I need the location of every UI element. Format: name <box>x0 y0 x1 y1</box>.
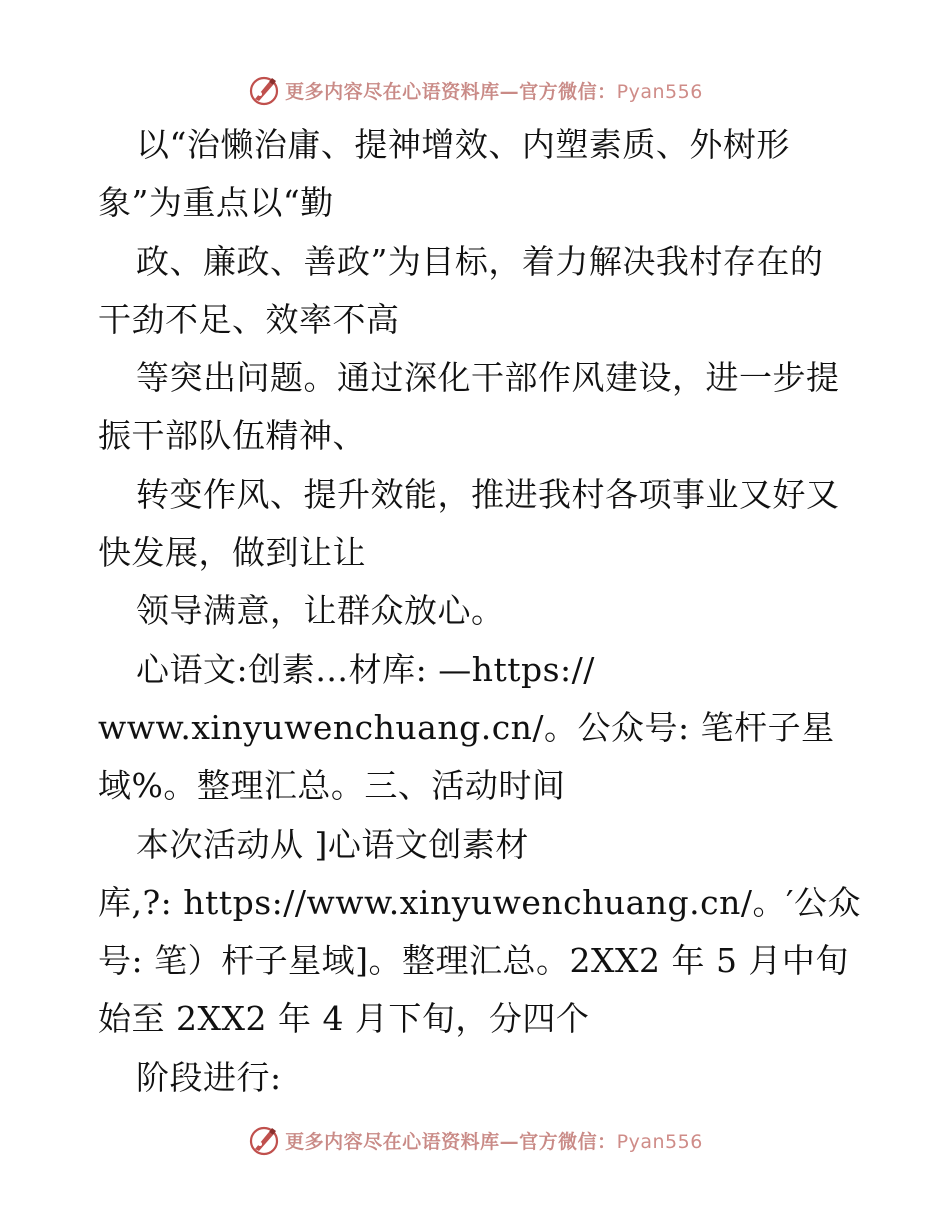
text-line: 政、廉政、善政”为目标，着力解决我村存在的 <box>136 241 824 281</box>
text-line: 心语文:创素…材库: —https:// <box>136 649 595 689</box>
text-line: 号: 笔）杆子星域]。整理汇总。2XX2 年 5 月中旬 <box>98 941 849 981</box>
watermark-header <box>0 70 950 110</box>
watermark-text: 更多内容尽在心语资料库—官方微信：Pyan556 <box>285 1130 703 1153</box>
text-line: 象”为重点以“勤 <box>98 183 334 223</box>
text-line: www.xinyuwenchuang.cn/。公众号: 笔杆子星 <box>98 707 835 747</box>
text-line: 快发展，做到让让 <box>98 533 366 573</box>
text-line: 转变作风、提升效能，推进我村各项事业又好又 <box>136 474 840 514</box>
text-line: 域%。整理汇总。三、活动时间 <box>98 766 566 806</box>
pen-logo-icon <box>247 73 281 107</box>
text-line: 以“治懒治庸、提神增效、内塑素质、外树形 <box>136 125 790 164</box>
text-line: 始至 2XX2 年 4 月下旬，分四个 <box>98 999 590 1039</box>
text-line: 阶段进行: <box>136 1057 282 1097</box>
text-line: 本次活动从 ]心语文创素材 <box>136 824 529 864</box>
watermark-text: 更多内容尽在心语资料库—官方微信：Pyan556 <box>285 80 703 103</box>
text-line: 库,?: https://www.xinyuwenchuang.cn/。′公众 <box>98 882 862 922</box>
watermark-wechat-id: Pyan556 <box>616 1130 703 1153</box>
text-line: 振干部队伍精神、 <box>98 416 366 456</box>
pen-logo-icon <box>247 1123 281 1157</box>
watermark-footer <box>0 1120 950 1160</box>
body-text <box>98 116 862 1107</box>
text-line: 等突出问题。通过深化干部作风建设，进一步提 <box>136 358 840 398</box>
text-line: 干劲不足、效率不高 <box>98 299 400 339</box>
watermark-wechat-id: Pyan556 <box>616 80 703 103</box>
text-line: 领导满意，让群众放心。 <box>136 591 505 631</box>
